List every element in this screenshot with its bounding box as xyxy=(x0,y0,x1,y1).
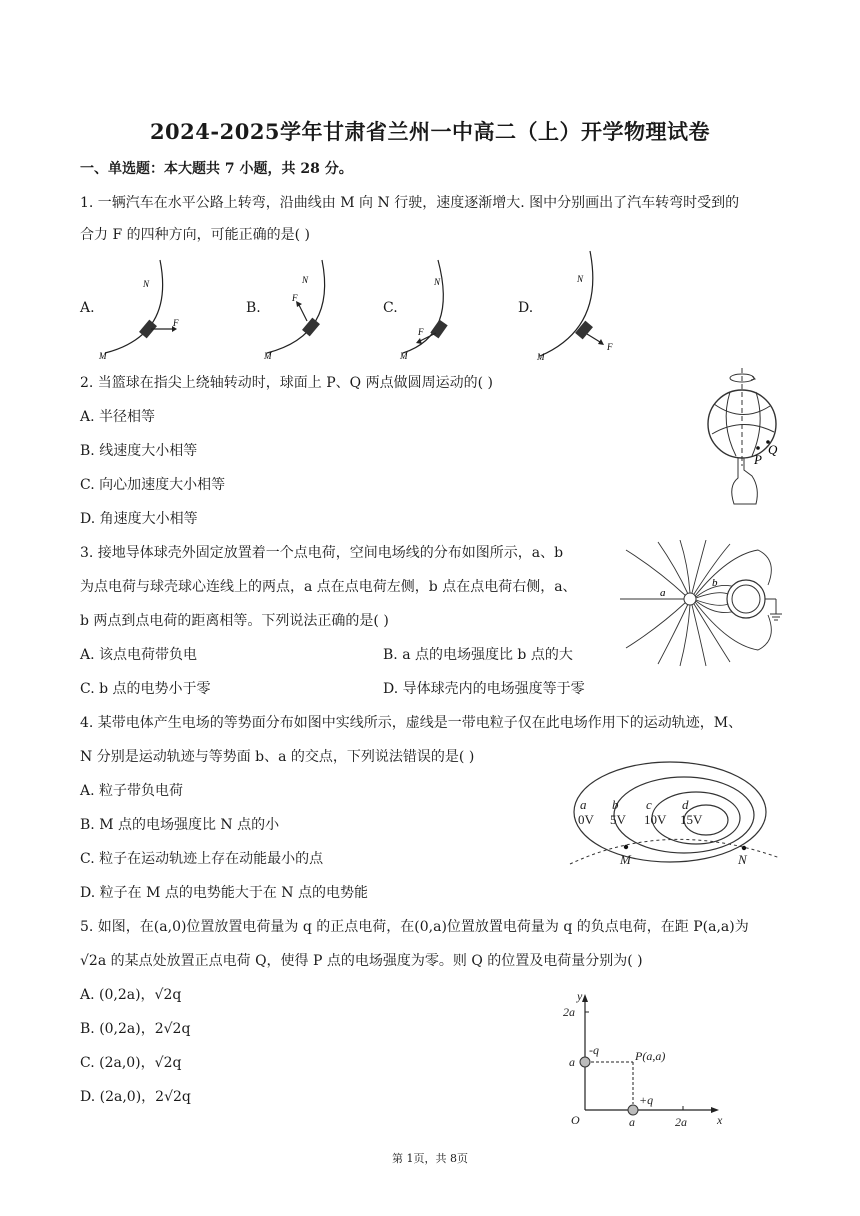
q5-label-xa: a xyxy=(629,1115,635,1129)
q3-field-lines-figure xyxy=(618,540,788,668)
q4-label-a: a xyxy=(580,797,587,812)
q2-stem: 2. 当篮球在指尖上绕轴转动时，球面上 P、Q 两点做圆周运动的( ) xyxy=(80,375,493,391)
q3-stem-line1: 3. 接地导体球壳外固定放置着一个点电荷，空间电场线的分布如图所示，a、b xyxy=(80,545,564,561)
q5-label-origin: O xyxy=(571,1113,580,1127)
q3-option-a: A. 该点电荷带负电 xyxy=(80,647,198,663)
q5-coordinate-figure xyxy=(555,986,735,1130)
q4-option-b: B. M 点的电场强度比 N 点的小 xyxy=(80,817,280,833)
q2-option-c: C. 向心加速度大小相等 xyxy=(80,477,226,493)
q4-label-d: d xyxy=(682,797,689,812)
q5-label-y: y xyxy=(577,989,583,1003)
q4-label-5v: 5V xyxy=(610,812,626,827)
q3-label-b: b xyxy=(712,577,718,589)
q1d-label-f: F xyxy=(607,342,613,352)
section-heading: 一、单选题：本大题共 7 小题，共 28 分。 xyxy=(80,161,353,177)
q1a-label-m: M xyxy=(99,351,107,361)
q1-option-b: B. xyxy=(246,300,261,316)
q3-option-c: C. b 点的电势小于零 xyxy=(80,681,211,697)
q5-label-posq: +q xyxy=(639,1093,654,1107)
q4-label-m: M xyxy=(620,852,631,867)
q5-option-c: C. (2a,0)，√2q xyxy=(80,1055,182,1071)
q1c-label-f: F xyxy=(418,327,424,337)
q2-option-b: B. 线速度大小相等 xyxy=(80,443,198,459)
q1b-label-m: M xyxy=(264,351,272,361)
q2-option-a: A. 半径相等 xyxy=(80,409,156,425)
q4-label-n: N xyxy=(738,852,747,867)
q4-label-c: c xyxy=(646,797,652,812)
q4-stem-line2: N 分别是运动轨迹与等势面 b、a 的交点，下列说法错误的是( ) xyxy=(80,749,475,765)
q2-label-p: P xyxy=(754,452,762,467)
q4-label-15v: 15V xyxy=(680,812,703,827)
q1a-label-n: N xyxy=(143,279,150,289)
q5-stem-line1: 5. 如图，在(a,0)位置放置电荷量为 q 的正点电荷，在(0,a)位置放置电荷量为 q 的负点电荷，在距 P(a,a)为 xyxy=(80,919,749,935)
q2-label-q: Q xyxy=(768,442,778,457)
q1-option-a: A. xyxy=(80,300,95,316)
q1-figure-b xyxy=(262,255,362,365)
q4-label-b: b xyxy=(612,797,619,812)
page-title: 2024-2025学年甘肃省兰州一中高二（上）开学物理试卷 xyxy=(149,119,711,144)
q4-stem-line1: 4. 某带电体产生电场的等势面分布如图中实线所示，虚线是一带电粒子仅在此电场作用下的运动轨迹，M、 xyxy=(80,715,743,731)
q1c-label-m: M xyxy=(400,351,408,361)
q1-stem-line2: 合力 F 的四种方向，可能正确的是( ) xyxy=(80,227,310,243)
q1-option-c: C. xyxy=(383,300,398,316)
q5-option-a: A. (0,2a)，√2q xyxy=(80,987,182,1003)
q4-equipotential-figure xyxy=(568,752,784,868)
q4-option-a: A. 粒子带负电荷 xyxy=(80,783,184,799)
q5-label-x: x xyxy=(717,1113,723,1127)
q5-option-b: B. (0,2a)，2√2q xyxy=(80,1021,191,1037)
q1d-label-m: M xyxy=(537,352,545,362)
q1d-label-n: N xyxy=(577,274,584,284)
q5-label-negq: -q xyxy=(589,1043,599,1057)
q2-option-d: D. 角速度大小相等 xyxy=(80,511,198,527)
q3-label-a: a xyxy=(660,587,666,599)
q4-label-10v: 10V xyxy=(644,812,667,827)
q5-label-p: P(a,a) xyxy=(635,1049,666,1063)
q4-label-0v: 0V xyxy=(578,812,594,827)
q1c-label-n: N xyxy=(434,277,441,287)
q1b-label-n: N xyxy=(302,275,309,285)
q4-option-d: D. 粒子在 M 点的电势能大于在 N 点的电势能 xyxy=(80,885,369,901)
q1-figure-a xyxy=(95,255,195,365)
q5-label-y2a: 2a xyxy=(563,1005,575,1019)
q4-option-c: C. 粒子在运动轨迹上存在动能最小的点 xyxy=(80,851,324,867)
q5-option-d: D. (2a,0)，2√2q xyxy=(80,1089,191,1105)
q5-label-x2a: 2a xyxy=(675,1115,687,1129)
q1-figure-c xyxy=(398,255,498,365)
q1-stem-line1: 1. 一辆汽车在水平公路上转弯，沿曲线由 M 向 N 行驶，速度逐渐增大. 图中分别画出了汽车转弯时受到的 xyxy=(80,195,740,211)
q3-option-b: B. a 点的电场强度比 b 点的大 xyxy=(383,647,573,663)
q3-stem-line2: 为点电荷与球壳球心连线上的两点，a 点在点电荷左侧，b 点在点电荷右侧，a、 xyxy=(80,579,577,595)
q1-figure-d xyxy=(535,248,635,363)
q5-label-ya: a xyxy=(569,1055,575,1069)
q1a-label-f: F xyxy=(173,318,179,328)
page-footer: 第 1页，共 8页 xyxy=(392,1152,468,1165)
q1-option-d: D. xyxy=(518,300,534,316)
q5-stem-line2: √2a 的某点处放置正点电荷 Q，使得 P 点的电场强度为零。则 Q 的位置及电荷量分别为( ) xyxy=(80,953,643,969)
q3-option-d: D. 导体球壳内的电场强度等于零 xyxy=(383,681,585,697)
q2-basketball-figure xyxy=(700,366,790,514)
q3-stem-line3: b 两点到点电荷的距离相等。下列说法正确的是( ) xyxy=(80,613,389,629)
q1b-label-f: F xyxy=(292,293,298,303)
